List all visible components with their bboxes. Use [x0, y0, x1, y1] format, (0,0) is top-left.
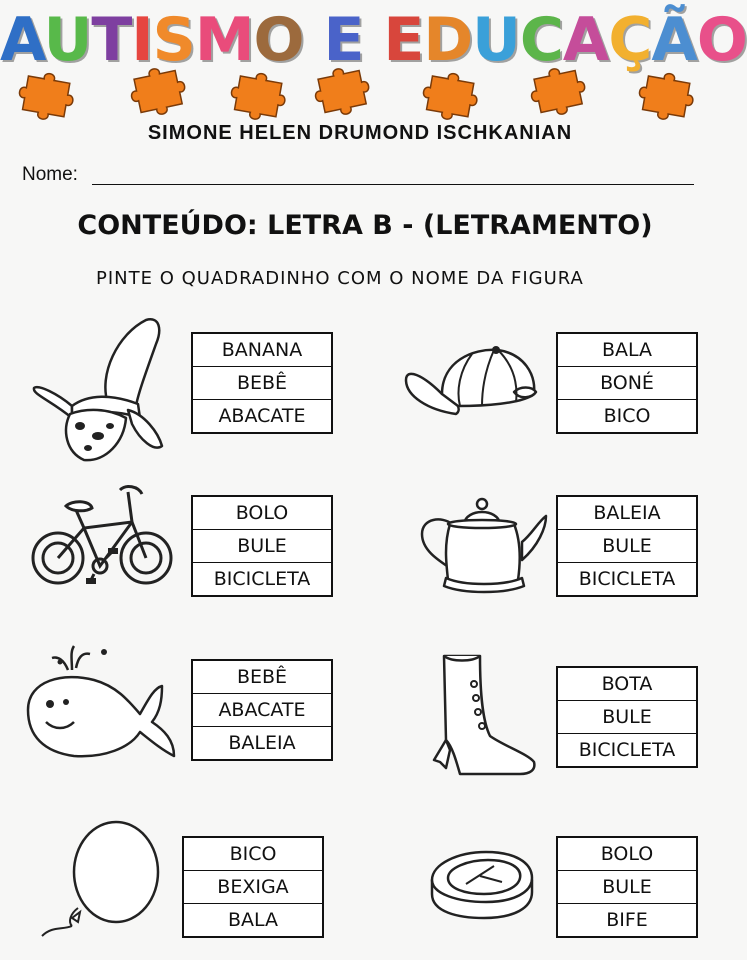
steak-icon	[428, 846, 536, 920]
puzzle-piece-icon	[527, 63, 589, 119]
page-title: CONTEÚDO: LETRA B - (LETRAMENTO)	[77, 210, 653, 241]
word-option[interactable]: BICICLETA	[213, 568, 311, 590]
word-option[interactable]: BULE	[193, 530, 331, 563]
word-options-balloon	[182, 836, 324, 938]
word-option[interactable]: BEBÊ	[193, 661, 331, 694]
word-option[interactable]: BICO	[184, 838, 322, 871]
banner-title-letter: D	[423, 5, 473, 75]
word-options-steak	[556, 836, 698, 938]
puzzle-piece-icon	[420, 69, 481, 124]
banner	[0, 0, 747, 120]
whale-icon	[24, 640, 180, 768]
word-options-bicycle	[191, 495, 333, 597]
word-option[interactable]: BULE	[558, 701, 696, 734]
boot-icon	[430, 650, 542, 782]
banner-title-letter: A	[562, 5, 609, 75]
banner-title-letter: O	[696, 5, 747, 75]
banner-title-letter: Ç	[608, 5, 652, 75]
banner-title-letter: E	[383, 5, 424, 75]
word-options-banana	[191, 332, 333, 434]
word-option[interactable]: BICICLETA	[578, 739, 676, 761]
word-option[interactable]: BALA	[227, 909, 279, 931]
instruction-text: PINTE O QUADRADINHO COM O NOME DA FIGURA	[96, 268, 584, 289]
word-option[interactable]: BICICLETA	[578, 568, 676, 590]
banana-icon	[28, 314, 168, 464]
word-option[interactable]: BICO	[603, 405, 651, 427]
puzzle-piece-icon	[16, 69, 77, 124]
puzzle-piece-icon	[311, 63, 373, 119]
word-options-boot	[556, 666, 698, 768]
word-option[interactable]: BALEIA	[558, 497, 696, 530]
banner-title-letter: O	[253, 5, 304, 75]
banner-title-letter: T	[91, 5, 132, 75]
name-writing-line[interactable]	[92, 184, 694, 185]
word-option[interactable]: BEBÊ	[193, 367, 331, 400]
banner-title-letter: M	[194, 5, 254, 75]
banner-title-letter: I	[131, 5, 153, 75]
word-option[interactable]: BALA	[558, 334, 696, 367]
word-option[interactable]: BIFE	[606, 909, 648, 931]
puzzle-pieces-decoration	[0, 58, 720, 118]
banner-title-letter: S	[152, 5, 195, 75]
author-name: SIMONE HELEN DRUMOND ISCHKANIAN	[147, 122, 573, 144]
puzzle-piece-icon	[228, 69, 289, 124]
word-option[interactable]: BOLO	[193, 497, 331, 530]
banner-title-letter: U	[43, 5, 92, 75]
word-options-cap	[556, 332, 698, 434]
name-label: Nome:	[22, 164, 78, 185]
banner-title-letter: U	[472, 5, 520, 75]
word-options-teapot	[556, 495, 698, 597]
word-options-whale	[191, 659, 333, 761]
balloon-icon	[32, 818, 160, 942]
bicycle-icon	[28, 482, 178, 592]
teapot-icon	[414, 494, 550, 594]
word-option[interactable]: BEXIGA	[184, 871, 322, 904]
word-option[interactable]: BULE	[558, 530, 696, 563]
word-option[interactable]: ABACATE	[218, 405, 306, 427]
word-option[interactable]: BONÉ	[558, 367, 696, 400]
cap-icon	[402, 340, 542, 420]
puzzle-piece-icon	[636, 69, 697, 124]
word-option[interactable]: ABACATE	[193, 694, 331, 727]
banner-title-letter: A	[0, 5, 44, 75]
name-field[interactable]	[22, 164, 694, 190]
word-option[interactable]: BOTA	[558, 668, 696, 701]
word-option[interactable]: BULE	[558, 871, 696, 904]
banner-title-letter: E	[323, 5, 364, 75]
puzzle-piece-icon	[127, 63, 189, 119]
banner-title-letter: C	[519, 5, 563, 75]
word-option[interactable]: BANANA	[193, 334, 331, 367]
banner-title-letter: Ã	[651, 5, 697, 75]
word-option[interactable]: BOLO	[558, 838, 696, 871]
word-option[interactable]: BALEIA	[228, 732, 296, 754]
